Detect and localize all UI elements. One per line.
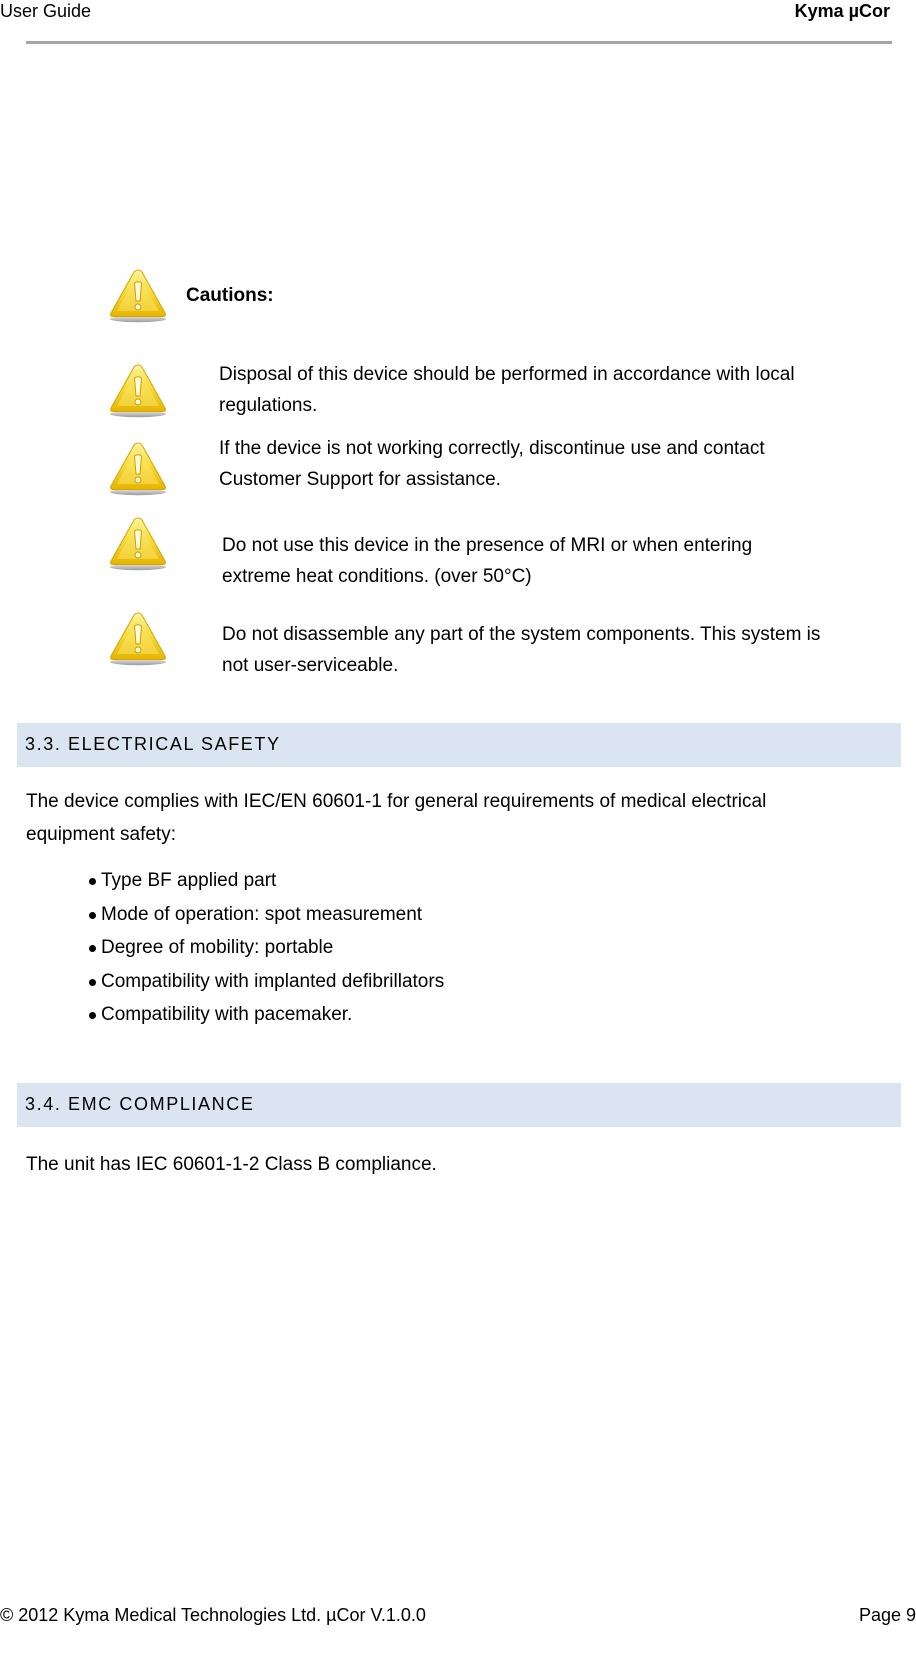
caution-item-line: not user-serviceable.	[222, 655, 399, 676]
bullet-icon	[89, 878, 96, 885]
section-heading-emc-compliance	[17, 1083, 901, 1127]
header-divider	[26, 41, 892, 44]
caution-item-line: regulations.	[219, 395, 318, 416]
caution-item	[219, 433, 899, 495]
caution-item	[222, 530, 902, 592]
header-product-name: Kyma µCor	[794, 1, 890, 21]
caution-item	[222, 619, 902, 681]
page-header	[0, 0, 916, 46]
bullet-icon	[89, 1012, 96, 1019]
caution-item	[219, 359, 899, 421]
electrical-safety-intro	[26, 785, 866, 851]
paragraph-line: The device complies with IEC/EN 60601-1 for general requirements of medical electrical	[26, 791, 767, 812]
caution-triangle-icon	[107, 440, 169, 496]
caution-item-line: Do not disassemble any part of the system components. This system is	[222, 624, 821, 645]
caution-item-line: Disposal of this device should be performed in accordance with local	[219, 364, 795, 385]
cautions-heading: Cautions:	[186, 285, 274, 306]
bullet-icon	[89, 945, 96, 952]
caution-item-line: Do not use this device in the presence of MRI or when entering	[222, 535, 753, 556]
paragraph-line: equipment safety:	[26, 824, 176, 845]
emc-compliance-text: The unit has IEC 60601-1-2 Class B compliance.	[26, 1154, 437, 1175]
header-doc-title: User Guide	[0, 1, 92, 21]
list-item-text: Compatibility with pacemaker.	[101, 1004, 353, 1025]
list-item-text: Degree of mobility: portable	[101, 937, 334, 958]
caution-triangle-icon	[107, 267, 169, 323]
section-heading-electrical-safety	[17, 723, 901, 767]
section-heading-text: 3.4. EMC COMPLIANCE	[25, 1094, 255, 1114]
list-item-text: Compatibility with implanted defibrillators	[101, 970, 445, 992]
list-item-text: Type BF applied part	[101, 870, 277, 891]
caution-triangle-icon	[107, 515, 169, 571]
caution-triangle-icon	[107, 362, 169, 418]
footer-copyright: © 2012 Kyma Medical Technologies Ltd. µCor V.1.0.0	[0, 1605, 426, 1625]
caution-item-line: Customer Support for assistance.	[219, 469, 501, 490]
bullet-icon	[89, 912, 96, 919]
caution-item-line: extreme heat conditions. (over 50°C)	[222, 566, 532, 587]
footer-page-number: Page 9	[858, 1605, 916, 1625]
caution-item-line: If the device is not working correctly, discontinue use and contact	[219, 438, 765, 459]
bullet-icon	[89, 979, 96, 986]
caution-triangle-icon	[107, 610, 169, 666]
section-heading-text: 3.3. ELECTRICAL SAFETY	[25, 734, 281, 754]
list-item-text: Mode of operation: spot measurement	[101, 903, 423, 925]
